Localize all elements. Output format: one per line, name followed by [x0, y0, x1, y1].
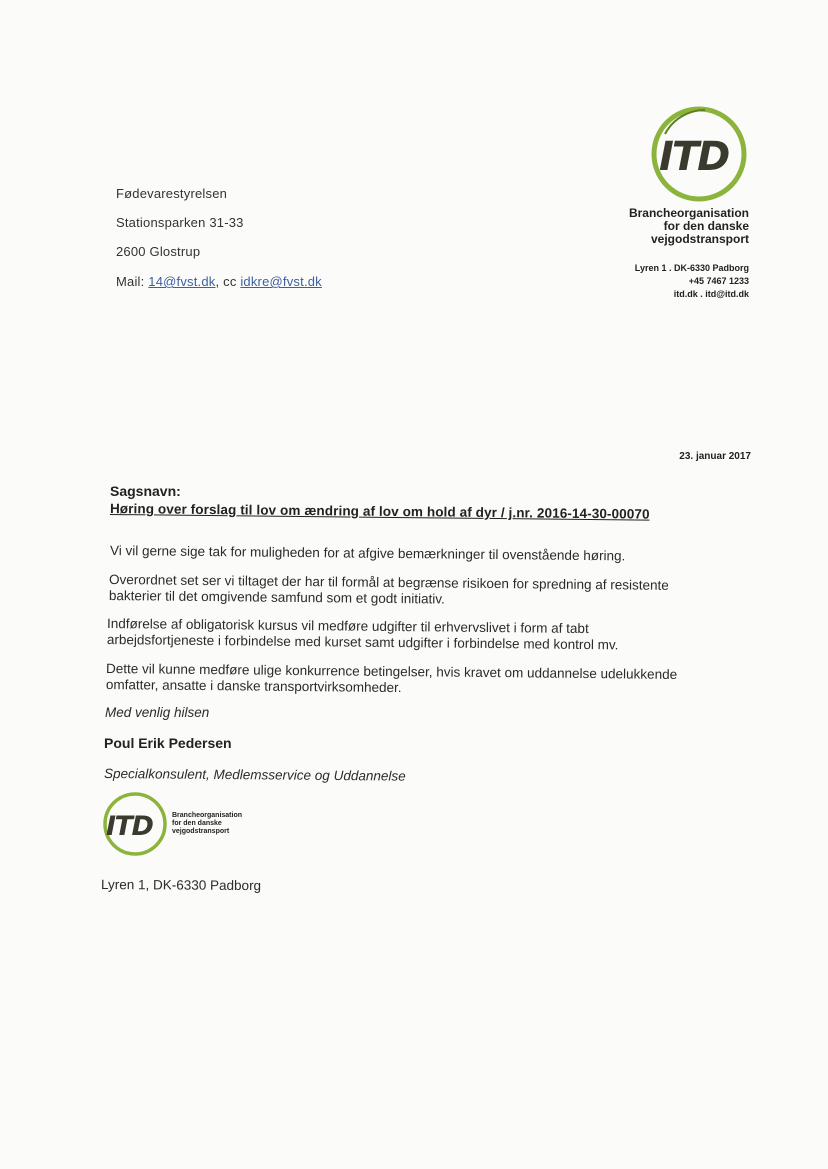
- org-line-2: for den danske: [663, 219, 749, 233]
- paragraph-4-line-2: omfatter, ansatte i danske transportvirksomheder.: [105, 677, 402, 696]
- letterhead-web-email: itd.dk . itd@itd.dk: [673, 289, 749, 299]
- mail-cc-link[interactable]: idkre@fvst.dk: [240, 274, 322, 289]
- letterhead-phone: +45 7467 1233: [688, 276, 749, 286]
- letterhead-org: [629, 207, 749, 246]
- small-logo-line-2: for den danske: [172, 820, 222, 827]
- mail-label: Mail:: [116, 274, 145, 289]
- recipient-city: 2600 Glostrup: [116, 244, 201, 259]
- paragraph-3: [107, 616, 619, 653]
- paragraph-4-line-1: Dette vil kunne medføre ulige konkurrence betingelser, hvis kravet om uddannelse udelukkende: [106, 661, 678, 682]
- paragraph-2-line-2: bakterier til det omgivende samfund som et godt initiativ.: [108, 588, 445, 607]
- letterhead-contact: [635, 262, 749, 301]
- small-logo-line-1: Brancheorganisation: [172, 812, 243, 819]
- small-logo-line-3: vejgodstransport: [172, 828, 230, 835]
- signatory-title: Specialkonsulent, Medlemsservice og Uddannelse: [103, 766, 406, 784]
- small-logo-text: ITD: [106, 811, 153, 842]
- paragraph-3-line-1: Indførelse af obligatorisk kursus vil medføre udgifter til erhvervslivet i form af tabt: [107, 616, 589, 637]
- paragraph-3-line-2: arbejdsfortjeneste i forbindelse med kurset samt udgifter i forbindelse med kontrol mv.: [106, 632, 619, 653]
- mail-primary-link[interactable]: 14@fvst.dk: [148, 274, 216, 289]
- closing: Med venlig hilsen: [105, 705, 210, 720]
- itd-small-logo: [100, 789, 170, 859]
- paragraph-2-line-1: Overordnet set ser vi tiltaget der har til formål at begrænse risikoen for spredning af resistente: [109, 572, 669, 593]
- letterhead-address: Lyren 1 . DK-6330 Padborg: [634, 263, 749, 273]
- org-line-1: Brancheorganisation: [628, 206, 749, 220]
- subject-title: Høring over forslag til lov om ændring af lov om hold af dyr / j.nr. 2016-14-30-00070: [109, 501, 650, 522]
- small-logo-org: [172, 812, 242, 836]
- subject-label: Sagsnavn:: [110, 483, 181, 499]
- recipient-name: Fødevarestyrelsen: [116, 186, 228, 201]
- footer-address: Lyren 1, DK-6330 Padborg: [100, 877, 262, 894]
- recipient-street: Stationsparken 31-33: [116, 215, 244, 230]
- org-line-3: vejgodstransport: [650, 232, 749, 246]
- mail-cc-label: , cc: [215, 274, 237, 289]
- paragraph-1: Vi vil gerne sige tak for muligheden for at afgive bemærkninger til ovenstående høring.: [109, 543, 626, 564]
- logo-text: ITD: [659, 134, 729, 180]
- paragraph-4: [106, 661, 677, 699]
- itd-logo: [645, 104, 757, 204]
- letter-date: 23. januar 2017: [679, 451, 751, 462]
- recipient-mail-line: [116, 274, 322, 289]
- paragraph-2: [109, 572, 669, 610]
- signatory-name: Poul Erik Pedersen: [104, 735, 232, 751]
